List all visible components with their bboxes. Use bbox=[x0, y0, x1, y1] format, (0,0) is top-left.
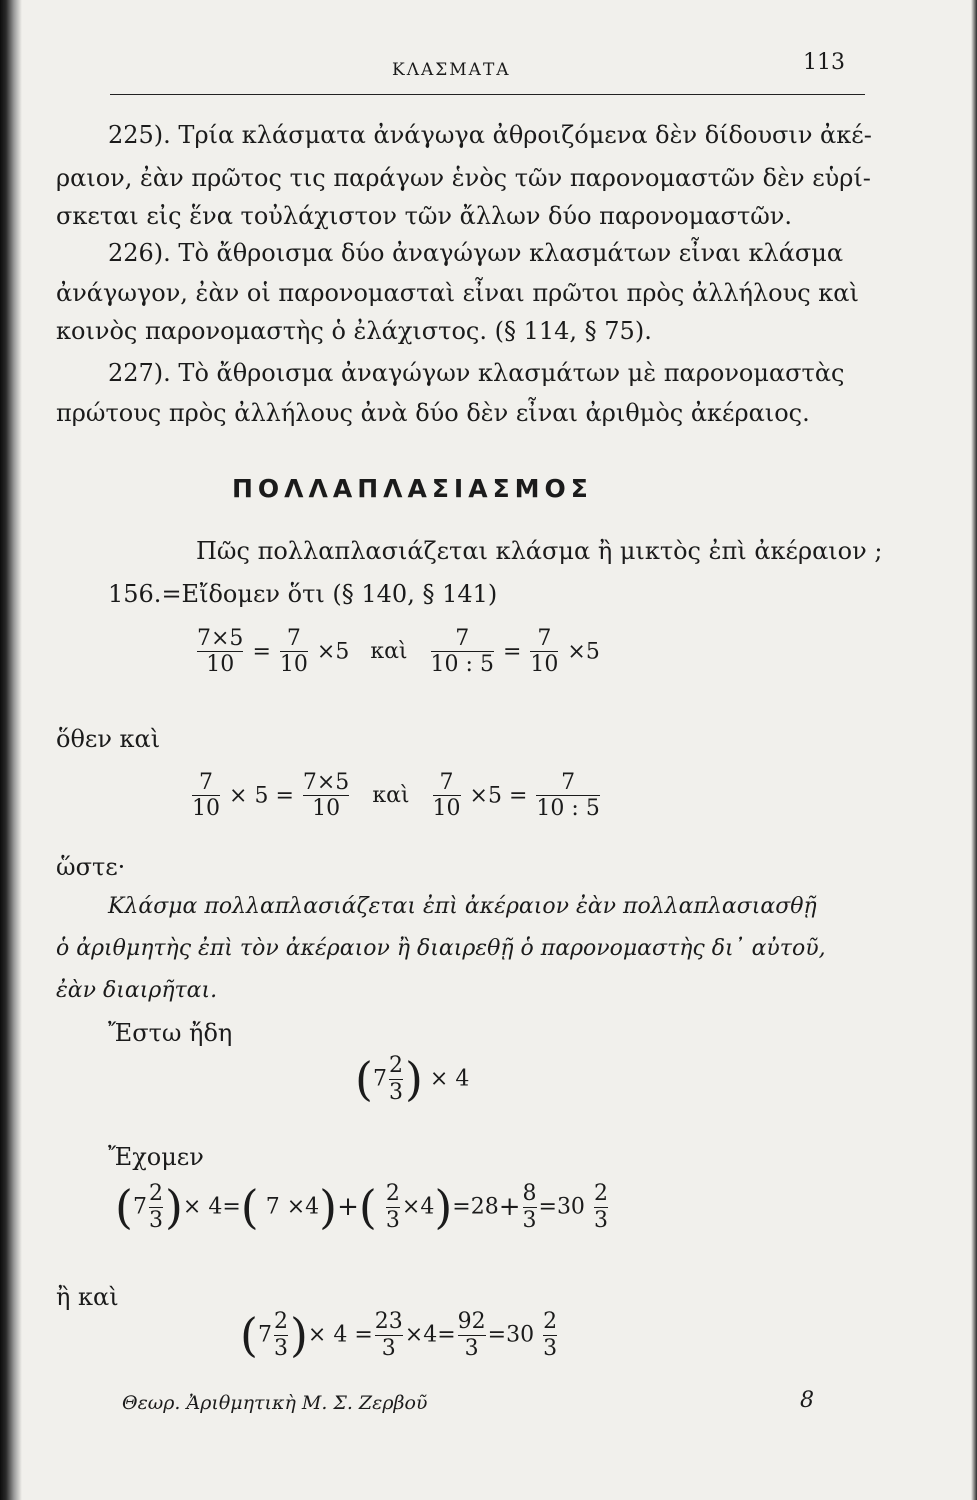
fraction-2-over-3: $\frac{2}{3}$ bbox=[388, 1053, 403, 1105]
fraction-7-over-10: $\frac{7}{10}$ bbox=[279, 626, 308, 678]
conjunction-kai: καὶ bbox=[372, 783, 410, 809]
header-rule bbox=[110, 94, 865, 95]
right-paren: ) bbox=[164, 1180, 183, 1234]
formula-row-2 bbox=[190, 770, 602, 822]
result-whole-30: 30 bbox=[556, 1194, 585, 1220]
fraction-7x5-over-10: $\frac{7\times 5}{10}$ bbox=[302, 770, 350, 822]
paragraph-227-line-2: πρώτους πρὸς ἀλλήλους ἀνὰ δύο δὲν εἶναι ἀριθμὸς ἀκέραιος. bbox=[56, 399, 810, 427]
times-sign: × bbox=[182, 1194, 202, 1220]
whole-part-7: 7 bbox=[132, 1194, 147, 1220]
paragraph-227-line-1: 227). Τὸ ἄθροισμα ἀναγώγων κλασμάτων μὲ παρονομαστὰς bbox=[108, 359, 845, 387]
formula-expansion bbox=[115, 1180, 610, 1234]
right-paren: ) bbox=[289, 1308, 308, 1362]
equals-sign: = bbox=[275, 783, 294, 809]
left-paren: ( bbox=[240, 1308, 258, 1362]
multiplier-5: 5 bbox=[585, 639, 600, 665]
conjunction-kai: καὶ bbox=[370, 639, 408, 665]
result-whole-30: 30 bbox=[506, 1322, 535, 1348]
fraction-7-over-10-div-5: $\frac{7}{10 : 5}$ bbox=[430, 626, 494, 678]
times-sign: × bbox=[307, 1322, 327, 1348]
label-estw-idi: Ἔστω ἤδη bbox=[108, 1019, 233, 1047]
equals-sign: = bbox=[354, 1322, 373, 1348]
equals-sign: = bbox=[222, 1194, 241, 1220]
left-paren: ( bbox=[115, 1180, 133, 1234]
multiplier-4: 4 bbox=[305, 1194, 320, 1220]
left-paren: ( bbox=[355, 1052, 373, 1106]
times-sign: × bbox=[229, 783, 248, 809]
plus-sign: + bbox=[337, 1192, 359, 1222]
times-sign: × bbox=[316, 639, 336, 665]
rule-line-3: ἐὰν διαιρῆται. bbox=[56, 978, 218, 1003]
right-paren: ) bbox=[319, 1180, 338, 1234]
fraction-92-over-3: $\frac{92}{3}$ bbox=[457, 1309, 486, 1361]
multiplier-5: 5 bbox=[487, 783, 502, 809]
question-line: Πῶς πολλαπλασιάζεται κλάσμα ἢ μικτὸς ἐπὶ ἀκέραιον ; bbox=[196, 537, 883, 565]
paragraph-226-line-2: ἀνάγωγον, ἐὰν οἱ παρονομασταὶ εἶναι πρῶτοι πρὸς ἀλλήλους καὶ bbox=[56, 279, 859, 307]
term-7: 7 bbox=[265, 1194, 280, 1220]
formula-row-1 bbox=[195, 626, 600, 678]
paragraph-226-line-1: 226). Τὸ ἄθροισμα δύο ἀναγώγων κλασμάτων εἶναι κλάσμα bbox=[108, 239, 844, 267]
label-othen-kai: ὅθεν καὶ bbox=[56, 725, 161, 753]
fraction-2-over-3: $\frac{2}{3}$ bbox=[543, 1309, 558, 1361]
times-sign: × bbox=[404, 1322, 424, 1348]
multiplier-4: 4 bbox=[423, 1322, 438, 1348]
times-sign: × bbox=[286, 1194, 306, 1220]
equals-sign: = bbox=[487, 1322, 507, 1348]
fraction-7-over-10: $\frac{7}{10}$ bbox=[432, 770, 461, 822]
paragraph-225-line-1: 225). Τρία κλάσματα ἀνάγωγα ἀθροιζόμενα δὲν δίδουσιν ἀκέ- bbox=[108, 121, 872, 149]
fraction-2-over-3: $\frac{2}{3}$ bbox=[148, 1181, 163, 1233]
footer-signature-mark: 8 bbox=[800, 1388, 814, 1413]
equals-sign: = bbox=[508, 783, 528, 809]
paragraph-225-line-2: ραιον, ἐὰν πρῶτος τις παράγων ἑνὸς τῶν παρονομαστῶν δὲν εὑρί- bbox=[56, 164, 871, 192]
equals-sign: = bbox=[252, 639, 271, 665]
label-oste: ὥστε· bbox=[56, 853, 126, 881]
times-sign: × bbox=[401, 1194, 421, 1220]
footer-citation: Θεωρ. Ἀριθμητικὴ Μ. Σ. Ζερβοῦ bbox=[122, 1392, 428, 1414]
right-paren: ) bbox=[404, 1052, 423, 1106]
right-paren: ) bbox=[434, 1180, 453, 1234]
page-left-edge-shadow bbox=[0, 0, 22, 1500]
multiplier-4: 4 bbox=[333, 1322, 348, 1348]
page-number: 113 bbox=[803, 50, 845, 75]
fraction-7x5-over-10: $\frac{7\times 5}{10}$ bbox=[197, 626, 244, 678]
times-sign: × bbox=[567, 639, 586, 665]
rule-line-1: Κλάσμα πολλαπλασιάζεται ἐπὶ ἀκέραιον ἐὰν πολλαπλασιασθῇ bbox=[108, 894, 817, 919]
label-i-kai: ἢ καὶ bbox=[56, 1283, 119, 1311]
fraction-7-over-10: $\frac{7}{10}$ bbox=[192, 770, 220, 822]
paragraph-156-line: 156.=Εἴδομεν ὅτι (§ 140, § 141) bbox=[108, 580, 498, 608]
sum-28: 28 bbox=[470, 1194, 499, 1220]
section-title: ΠΟΛΛΑΠΛΑΣΙΑΣΜΟΣ bbox=[232, 474, 593, 503]
times-sign: × bbox=[469, 783, 488, 809]
times-sign: × bbox=[429, 1066, 449, 1092]
fraction-7-over-10: $\frac{7}{10}$ bbox=[530, 626, 559, 678]
page-right-edge-shadow bbox=[971, 0, 977, 1500]
fraction-2-over-3: $\frac{2}{3}$ bbox=[273, 1309, 288, 1361]
rule-line-2: ὁ ἀριθμητὴς ἐπὶ τὸν ἀκέραιον ἢ διαιρεθῇ ὁ παρονομαστὴς δι᾿ αὐτοῦ, bbox=[56, 936, 826, 961]
paragraph-226-line-3: κοινὸς παρονομαστὴς ὁ ἐλάχιστος. (§ 114, § 75). bbox=[56, 317, 652, 345]
whole-part-7: 7 bbox=[372, 1066, 387, 1092]
plus-sign: + bbox=[498, 1192, 521, 1222]
multiplier-4: 4 bbox=[420, 1194, 435, 1220]
running-title: ΚΛΑΣΜΑΤΑ bbox=[392, 60, 511, 80]
multiplier-5: 5 bbox=[335, 639, 350, 665]
multiplier-5: 5 bbox=[254, 783, 269, 809]
multiplier-4: 4 bbox=[208, 1194, 223, 1220]
left-paren: ( bbox=[358, 1180, 377, 1234]
left-paren: ( bbox=[240, 1180, 259, 1234]
paragraph-225-line-3: σκεται εἰς ἕνα τοὐλάχιστον τῶν ἄλλων δύο παρονομαστῶν. bbox=[56, 202, 793, 230]
equals-sign: = bbox=[452, 1194, 471, 1220]
fraction-8-over-3: $\frac{8}{3}$ bbox=[522, 1181, 537, 1233]
multiplier-4: 4 bbox=[455, 1066, 470, 1092]
fraction-7-over-10-div-5: $\frac{7}{10 : 5}$ bbox=[536, 770, 600, 822]
fraction-2-over-3: $\frac{2}{3}$ bbox=[593, 1181, 608, 1233]
label-exomen: Ἔχομεν bbox=[108, 1143, 204, 1171]
equals-sign: = bbox=[437, 1322, 456, 1348]
whole-part-7: 7 bbox=[257, 1322, 272, 1348]
equals-sign: = bbox=[538, 1194, 557, 1220]
fraction-23-over-3: $\frac{23}{3}$ bbox=[374, 1309, 403, 1361]
formula-mixed-times-4 bbox=[355, 1052, 469, 1106]
equals-sign: = bbox=[502, 639, 522, 665]
fraction-2-over-3: $\frac{2}{3}$ bbox=[385, 1181, 400, 1233]
formula-improper bbox=[240, 1308, 559, 1362]
